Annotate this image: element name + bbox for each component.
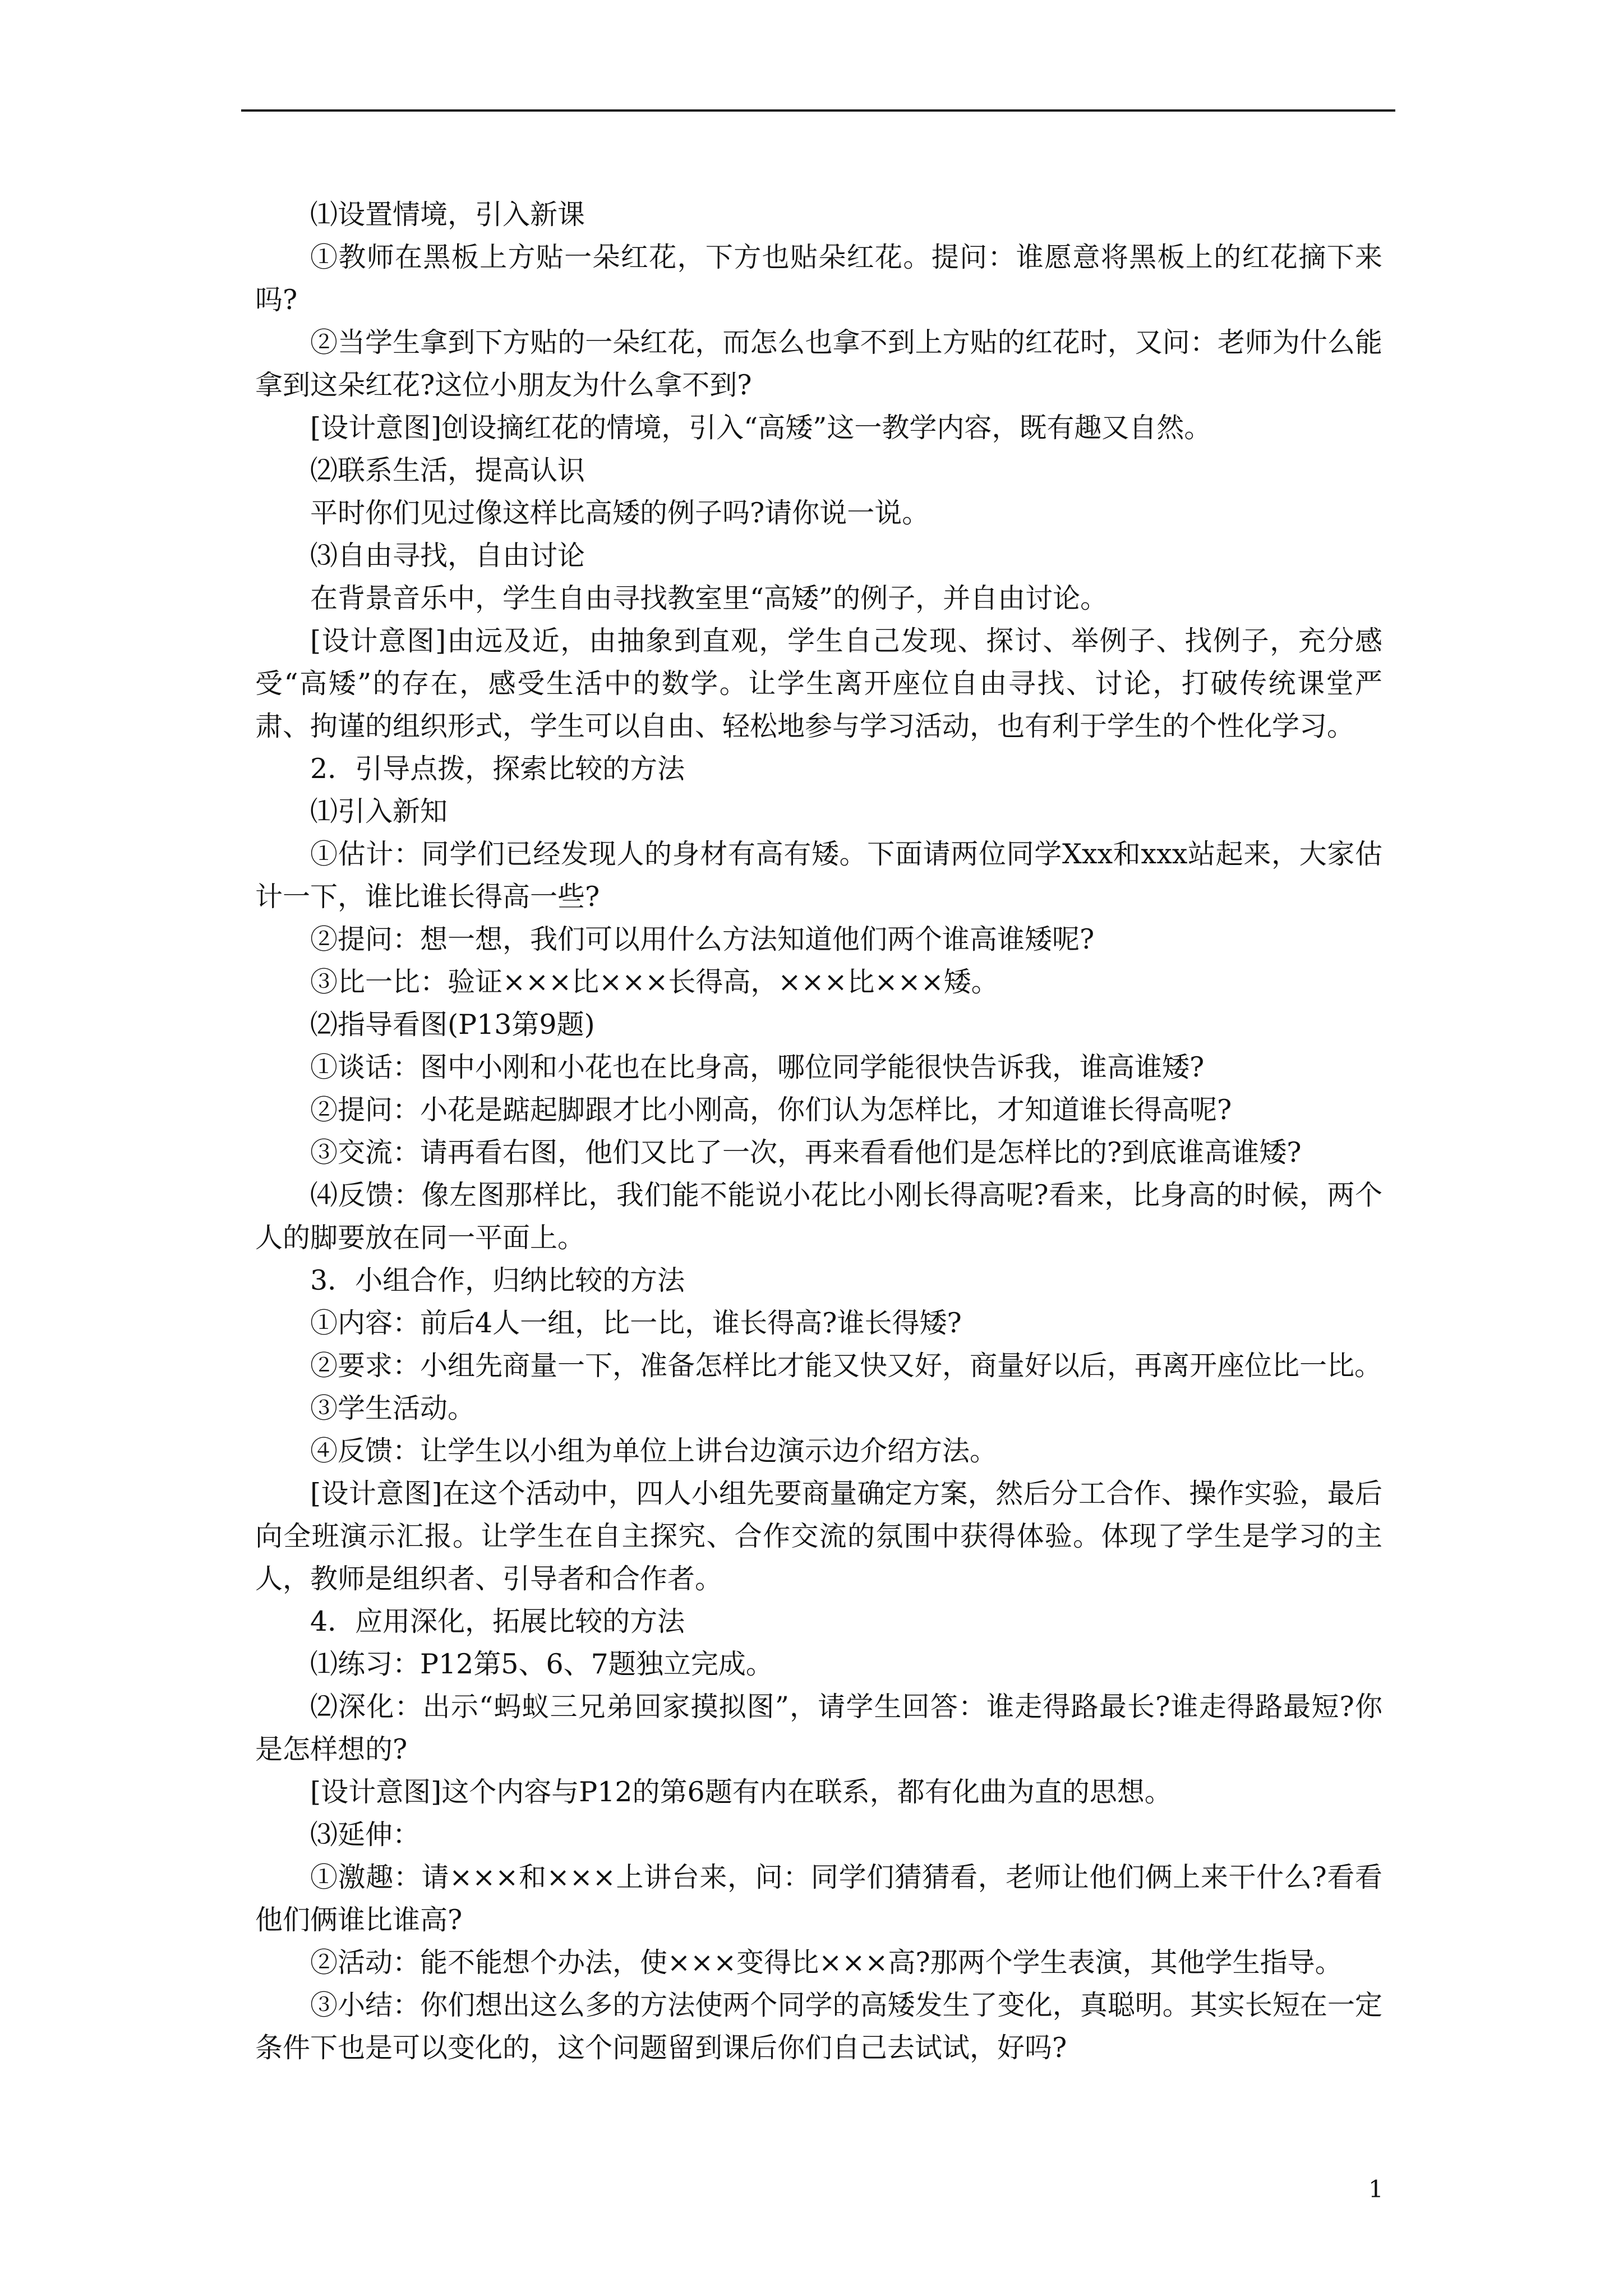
paragraph: ①估计：同学们已经发现人的身材有高有矮。下面请两位同学Xxx和xxx站起来，大家估计一下，谁比谁长得高一些? [255,838,1382,913]
page-number: 1 [1368,2175,1384,2203]
paragraph: ③交流：请再看右图，他们又比了一次，再来看看他们是怎样比的?到底谁高谁矮? [310,1137,1302,1168]
paragraph: ⑷反馈：像左图那样比，我们能不能说小花比小刚长得高呢?看来，比身高的时候，两个人的脚要放在同一平面上。 [255,1179,1382,1254]
paragraph: ②当学生拿到下方贴的一朵红花，而怎么也拿不到上方贴的红花时，又问：老师为什么能拿到这朵红花?这位小朋友为什么拿不到? [255,326,1382,401]
paragraph: ①激趣：请×××和×××上讲台来，问：同学们猜猜看，老师让他们俩上来干什么?看看他们俩谁比谁高? [255,1861,1382,1936]
paragraph: ⑶延伸： [310,1819,421,1851]
section-heading: 3．小组合作，归纳比较的方法 [310,1264,685,1296]
paragraph: ①教师在黑板上方贴一朵红花，下方也贴朵红花。提问：谁愿意将黑板上的红花摘下来吗? [255,241,1382,316]
paragraph: ②提问：想一想，我们可以用什么方法知道他们两个谁高谁矮呢? [310,923,1095,955]
paragraph: ③比一比：验证×××比×××长得高，×××比×××矮。 [310,966,999,998]
paragraph: ①谈话：图中小刚和小花也在比身高，哪位同学能很快告诉我，谁高谁矮? [310,1051,1205,1083]
header-rule [241,109,1395,112]
paragraph: [设计意图]这个内容与P12的第6题有内在联系，都有化曲为直的思想。 [310,1776,1172,1808]
paragraph: ⑴设置情境，引入新课 [310,199,585,231]
paragraph: ⑵指导看图(P13第9题) [310,1009,595,1041]
paragraph: ④反馈：让学生以小组为单位上讲台边演示边介绍方法。 [310,1435,998,1467]
paragraph: ②要求：小组先商量一下，准备怎样比才能又快又好，商量好以后，再离开座位比一比。 [310,1350,1382,1382]
paragraph: [设计意图]由远及近，由抽象到直观，学生自己发现、探讨、举例子、找例子，充分感受“高矮”的存在，感受生活中的数学。让学生离开座位自由寻找、讨论，打破传统课堂严肃、拘谨的组织形式，学生可以自由、轻松地参与学习活动，也有利于学生的个性化学习。 [255,625,1382,742]
paragraph: ②提问：小花是踮起脚跟才比小刚高，你们认为怎样比，才知道谁长得高呢? [310,1094,1232,1126]
paragraph: ②活动：能不能想个办法，使×××变得比×××高?那两个学生表演，其他学生指导。 [310,1947,1343,1978]
paragraph: ⑵联系生活，提高认识 [310,454,585,486]
paragraph: ⑴练习：P12第5、6、7题独立完成。 [310,1648,773,1680]
paragraph: 在背景音乐中，学生自由寻找教室里“高矮”的例子，并自由讨论。 [310,582,1108,614]
paragraph: [设计意图]创设摘红花的情境，引入“高矮”这一教学内容，既有趣又自然。 [310,412,1212,444]
paragraph: ⑴引入新知 [310,795,448,827]
section-heading: 2．引导点拨，探索比较的方法 [310,753,685,785]
paragraph: 平时你们见过像这样比高矮的例子吗?请你说一说。 [310,497,930,529]
section-heading: 4．应用深化，拓展比较的方法 [310,1605,685,1637]
paragraph: ⑵深化：出示“蚂蚁三兄弟回家摸拟图”，请学生回答：谁走得路最长?谁走得路最短?你是怎样想的? [255,1691,1382,1765]
paragraph: ①内容：前后4人一组，比一比，谁长得高?谁长得矮? [310,1307,962,1339]
document-body [255,194,1382,2069]
paragraph: ③小结：你们想出这么多的方法使两个同学的高矮发生了变化，真聪明。其实长短在一定条件下也是可以变化的，这个问题留到课后你们自己去试试，好吗? [255,1989,1382,2064]
paragraph: ⑶自由寻找，自由讨论 [310,540,585,572]
paragraph: ③学生活动。 [310,1392,476,1424]
paragraph: [设计意图]在这个活动中，四人小组先要商量确定方案，然后分工合作、操作实验，最后向全班演示汇报。让学生在自主探究、合作交流的氛围中获得体验。体现了学生是学习的主人，教师是组织者、引导者和合作者。 [255,1478,1382,1595]
